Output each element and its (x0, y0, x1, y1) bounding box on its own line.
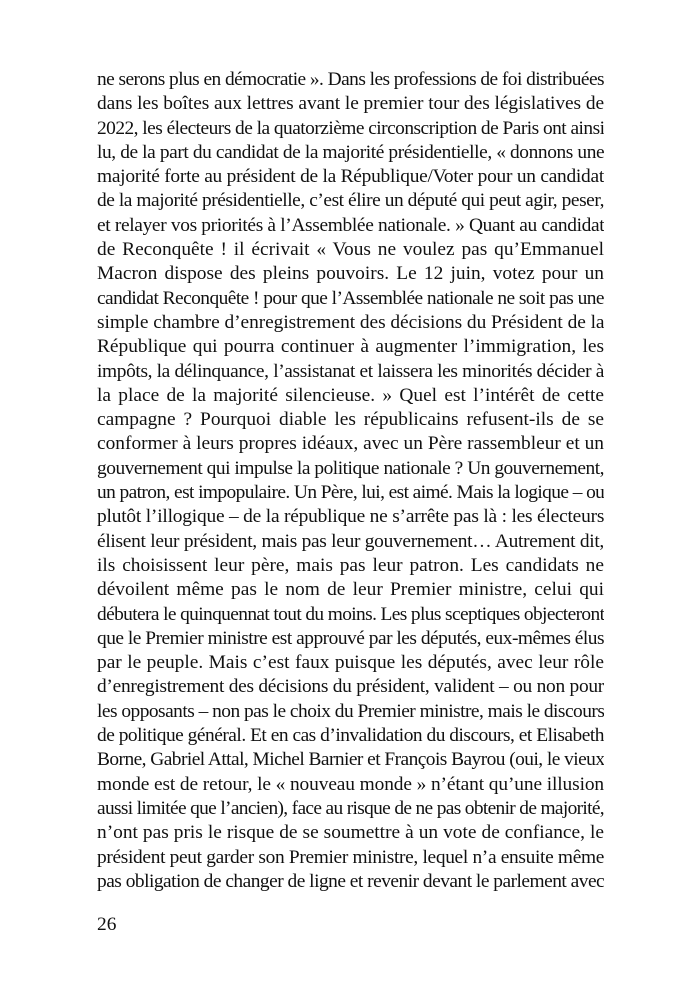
text-line: ils choisissent leur père, mais pas leur patron. Les candidats ne (97, 554, 604, 576)
text-line: majorité forte au président de la République/Voter pour un candidat (97, 166, 604, 188)
text-line: dans les boîtes aux lettres avant le premier tour des législatives de (97, 93, 604, 115)
text-line: d’enregistrement des décisions du président, valident – ou non pour (97, 676, 604, 698)
text-line: la place de la majorité silencieuse. » Quel est l’intérêt de cette (97, 384, 604, 406)
text-line: gouvernement qui impulse la politique nationale ? Un gouvernement, (97, 457, 604, 479)
text-line: n’ont pas pris le risque de se soumettre à un vote de confiance, le (97, 822, 604, 844)
text-line: campagne ? Pourquoi diable les républicains refusent-ils de se (97, 409, 604, 431)
text-line: un patron, est impopulaire. Un Père, lui, est aimé. Mais la logique – ou (97, 482, 604, 504)
text-line: de Reconquête ! il écrivait « Vous ne voulez pas qu’Emmanuel (97, 239, 604, 261)
text-line: pas obligation de changer de ligne et revenir devant le parlement avec (97, 870, 604, 892)
body-text (97, 68, 604, 894)
text-line: débutera le quinquennat tout du moins. Les plus sceptiques objecteront (97, 603, 604, 625)
text-line: par le peuple. Mais c’est faux puisque les députés, avec leur rôle (97, 652, 604, 674)
text-line: conformer à leurs propres idéaux, avec un Père rassembleur et un (97, 433, 604, 455)
text-line: République qui pourra continuer à augmenter l’immigration, les (97, 336, 604, 358)
text-line: simple chambre d’enregistrement des décisions du Président de la (97, 311, 604, 333)
page-number: 26 (97, 914, 117, 935)
text-line: et relayer vos priorités à l’Assemblée nationale. » Quant au candidat (97, 214, 604, 236)
text-line: plutôt l’illogique – de la république ne s’arrête pas là : les électeurs (97, 506, 604, 528)
text-line: dévoilent même pas le nom de leur Premier ministre, celui qui (97, 579, 604, 601)
text-line: de la majorité présidentielle, c’est élire un député qui peut agir, peser, (97, 190, 604, 212)
text-line: aussi limitée que l’ancien), face au risque de ne pas obtenir de majorité, (97, 797, 604, 819)
text-line: monde est de retour, le « nouveau monde » n’étant qu’une illusion (97, 773, 604, 795)
text-line: les opposants – non pas le choix du Premier ministre, mais le discours (97, 700, 604, 722)
text-line: président peut garder son Premier ministre, lequel n’a ensuite même (97, 846, 604, 868)
text-line: que le Premier ministre est approuvé par les députés, eux-mêmes élus (97, 627, 604, 649)
text-line: candidat Reconquête ! pour que l’Assemblée nationale ne soit pas une (97, 287, 604, 309)
text-line: élisent leur président, mais pas leur gouvernement… Autrement dit, (97, 530, 604, 552)
text-line: impôts, la délinquance, l’assistanat et laissera les minorités décider à (97, 360, 604, 382)
text-line: 2022, les électeurs de la quatorzième circonscription de Paris ont ainsi (97, 117, 604, 139)
text-line: de politique général. Et en cas d’invalidation du discours, et Elisabeth (97, 725, 604, 747)
text-line: ne serons plus en démocratie ». Dans les professions de foi distribuées (97, 69, 604, 90)
text-line: lu, de la part du candidat de la majorité présidentielle, « donnons une (97, 141, 604, 163)
text-line: Macron dispose des pleins pouvoirs. Le 12 juin, votez pour un (97, 263, 604, 285)
text-line: Borne, Gabriel Attal, Michel Barnier et François Bayrou (oui, le vieux (97, 749, 604, 771)
